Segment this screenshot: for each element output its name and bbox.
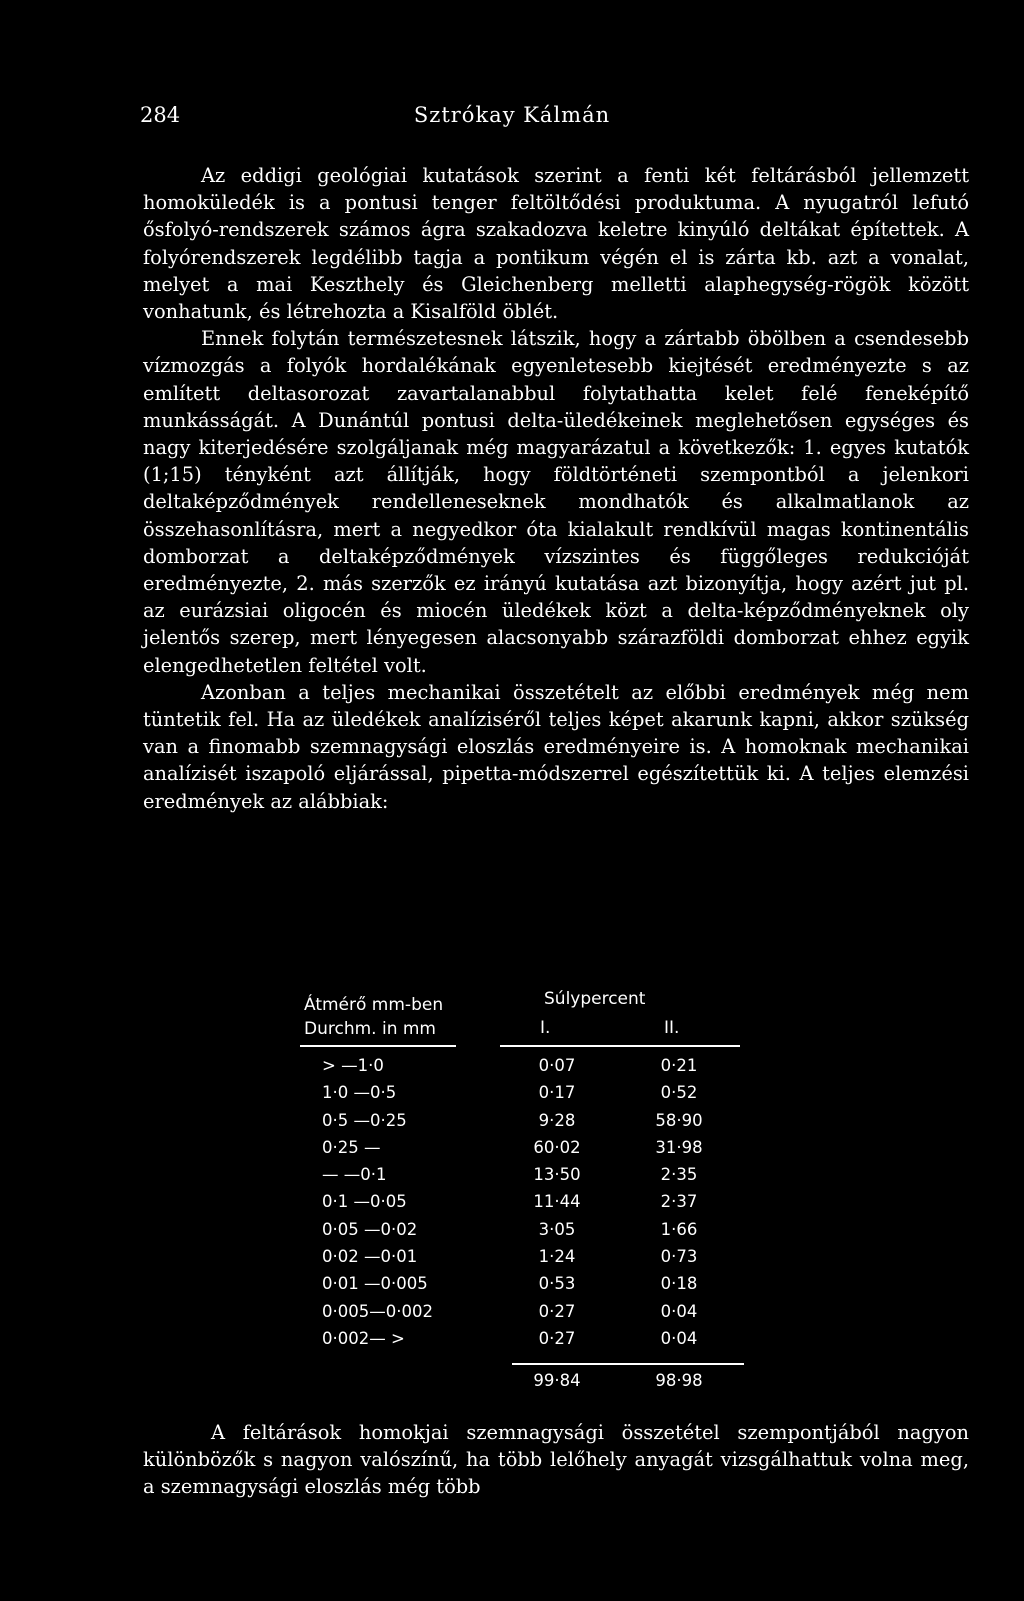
cell-i: 9·28 [538,1110,576,1130]
cell-ii: 0·04 [660,1301,698,1321]
header-col-ii: II. [664,1018,680,1038]
cell-range: — —0·1 [322,1165,387,1185]
table-row [300,1056,740,1083]
header-diameter-hu: Átmérő mm-ben [304,995,444,1015]
table-row [300,1138,740,1165]
cell-ii: 0·21 [660,1056,698,1075]
cell-i: 0·27 [538,1301,576,1321]
cell-ii: 2·35 [660,1165,698,1185]
table-body [300,1056,740,1356]
table-row [300,1220,740,1247]
running-head: Sztrókay Kálmán [413,103,611,127]
cell-range: 0·25 — [322,1137,381,1157]
cell-ii: 0·18 [660,1274,698,1294]
header-col-i: I. [540,1018,551,1038]
cell-i: 13·50 [533,1165,581,1185]
cell-ii: 2·37 [660,1192,698,1212]
paragraph: Ennek folytán természetesnek látszik, hogy a zártabb öbölben a csendesebb vízmozgás a folyók hordalékának egyenletesebb kiejtését eredményezte s az említett deltasorozat zavartalanabbul folytathatta kelet felé feneképítő munkásságát. A Dunántúl pontusi delta-üledékeinek meglehetősen egységes és nagy kiterjedésére szolgáljanak még magyarázatul a következők: 1. egyes kutatók (1;15) tényként azt állítják, hogy földtörténeti szempontból a jelenkori deltaképződmények rendelleneseknek mondhatók és alkalmatlanok az összehasonlításra, mert a negyedkor óta kialakult rendkívül magas kontinentális domborzat a deltaképződmények vízszintes és függőleges redukcióját eredményezte, 2. más szerzők ez irányú kutatása azt bizonyítja, hogy azért jut pl. az eurázsiai oligocén és miocén üledékek közt a delta-képződményeknek oly jelentős szerep, mert lényegesen alacsonyabb szárazföldi domborzat ehhez egyik elengedhetetlen feltétel volt. [143,327,969,677]
cell-i: 0·17 [538,1083,576,1103]
table-row [300,1083,740,1110]
table-total-row [300,1371,740,1398]
cell-range: 0·005—0·002 [322,1301,433,1321]
cell-range: > —1·0 [322,1056,384,1075]
header-rule [500,1045,740,1047]
total-ii: 98·98 [655,1371,703,1390]
body-text [143,162,969,815]
table-header-left [304,993,443,1041]
table-row [300,1274,740,1301]
table-row [300,1247,740,1274]
cell-ii: 58·90 [655,1110,703,1130]
cell-ii: 0·73 [660,1247,698,1267]
header-diameter-de: Durchm. in mm [304,1019,436,1039]
cell-ii: 0·04 [660,1328,698,1348]
cell-range: 0·02 —0·01 [322,1247,418,1267]
cell-i: 60·02 [533,1137,581,1157]
cell-ii: 0·52 [660,1083,698,1103]
cell-range: 0·1 —0·05 [322,1192,407,1212]
cell-range: 0·002— > [322,1328,405,1348]
table-row [300,1302,740,1329]
cell-i: 11·44 [533,1192,581,1212]
cell-range: 0·5 —0·25 [322,1110,407,1130]
cell-range: 1·0 —0·5 [322,1083,397,1103]
cell-range: 0·05 —0·02 [322,1219,418,1239]
cell-i: 0·53 [538,1274,576,1294]
paragraph: Az eddigi geológiai kutatások szerint a fenti két feltárásból jellemzett homoküledék is a pontusi tenger feltöltődési produktuma. A nyugatról lefutó ősfolyó-rendszerek számos ágra szakadozva keletre kinyúló deltákat építettek. A folyórendszerek legdélibb tagja a pontikum végén el is zárta kb. azt a vonalat, melyet a mai Keszthely és Gleichenberg melletti alaphegység-rögök között vonhatunk, és létrehozta a Kisalföld öblét. [143,164,969,324]
paragraph: A feltárások homokjai szemnagysági összetétel szempontjából nagyon különbözők s nagyon valószínű, ha több lelőhely anyagát vizsgálhattuk volna meg, a szemnagysági eloszlás még több [143,1421,969,1499]
cell-ii: 31·98 [655,1137,703,1157]
closing-text [143,1419,969,1501]
cell-i: 0·27 [538,1328,576,1348]
cell-ii: 1·66 [660,1219,698,1239]
total-i: 99·84 [533,1371,581,1390]
table-row [300,1165,740,1192]
cell-i: 3·05 [538,1219,576,1239]
page-number: 284 [140,103,181,127]
table-row [300,1192,740,1219]
cell-i: 0·07 [538,1056,576,1075]
header-weight-percent: Súlypercent [544,989,646,1009]
paragraph: Azonban a teljes mechanikai összetételt az előbbi eredmények még nem tüntetik fel. Ha az üledékek analíziséről teljes képet akarunk kapni, akkor szükség van a finomabb szemnagysági eloszlás eredményeire is. A homoknak mechanikai analízisét iszapoló eljárással, pipetta-módszerrel egészítettük ki. A teljes elemzési eredmények az alábbiak: [143,680,969,813]
header-rule [300,1045,456,1047]
table-row [300,1329,740,1356]
table-row [300,1111,740,1138]
cell-i: 1·24 [538,1247,576,1267]
total-rule [512,1363,744,1365]
cell-range: 0·01 —0·005 [322,1274,428,1294]
